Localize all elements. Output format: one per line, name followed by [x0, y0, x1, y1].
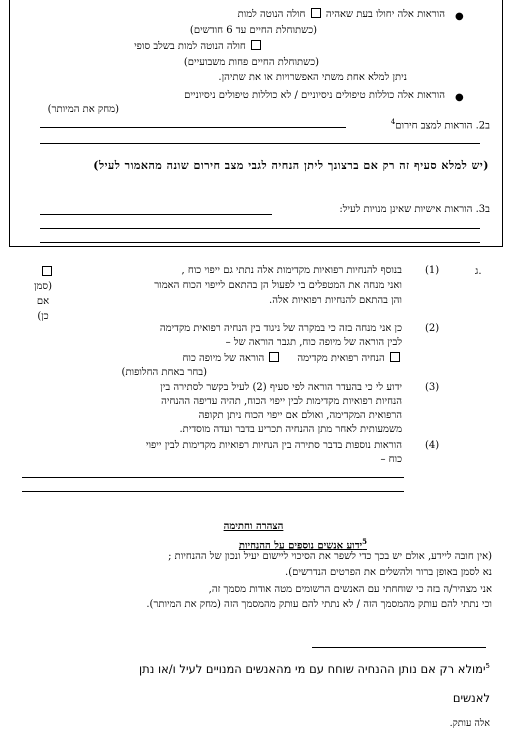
item3-line1: ידוע לי כי בהעדר הוראה לפי סעיף (2) לעיל בקשר לסתירה בין — [160, 382, 402, 393]
power-of-attorney-checkbox[interactable] — [42, 266, 52, 276]
terminal-final-checkbox[interactable] — [251, 40, 261, 50]
bullet1-line3 — [134, 40, 263, 53]
item2-line3: (בחר באחת החלופות) — [121, 367, 207, 378]
attorney-instruction-checkbox[interactable] — [269, 352, 279, 362]
terminal-6months-checkbox[interactable] — [311, 8, 321, 18]
bullet1-prefix: הוראות אלה יחולו בעת שאהיה — [325, 9, 445, 20]
terminal-6months-label: חולה הנוטה למות — [237, 9, 306, 20]
b3-input-line-3[interactable] — [40, 242, 480, 243]
footnote-line3: אלה עותק. — [449, 718, 490, 729]
item-number: (2) — [425, 323, 440, 334]
declaration-line3: אני מצהיר/ה בזה כי שוחחתי עם האנשים הרשומים מטה אודות מסמך זה, — [208, 584, 492, 595]
bullet2-line1[interactable]: הוראות אלה כוללות טיפולים ניסיוניים / לא כוללות טיפולים ניסיוניים — [184, 90, 445, 101]
item-number: (3) — [425, 382, 440, 393]
declaration-line4[interactable]: וכי נתתי להם עותק מהמסמך הזה / לא נתתי להם עותק מהמסמך הזה (מחק את המיותר). — [146, 599, 492, 610]
item4-input-line-2[interactable] — [22, 491, 404, 492]
declaration-title: הצהרה וחתימה — [223, 521, 284, 532]
item3-line3: הרפואית המקדימה, ואולם אם ייפוי הכוח ניתן תקופה — [198, 410, 402, 421]
item1-line3: והן בהתאם להנחיות רפואיות אלה. — [269, 295, 402, 306]
footnote-line2: לאנשים — [452, 691, 490, 705]
item-number: (1) — [425, 265, 440, 276]
footnote-separator — [312, 647, 486, 648]
item4-line2: כוח – — [380, 454, 402, 465]
terminal-final-label: חולה הנוטה למות בשלב סופי — [134, 41, 246, 52]
item1-line2: ואני מנחה את המטפלים בי לפעול הן בהתאם לייפוי הכוח האמור — [154, 280, 402, 291]
bullet2-line2: (מחק את המיותר) — [47, 104, 119, 115]
b2-input-line-2[interactable] — [40, 143, 480, 144]
item-number: (4) — [425, 440, 440, 451]
item3-line2: הנחיות רפואיות מקדימות לבין ייפוי הכוח, תהיה עדיפה ההנחיה — [161, 396, 402, 407]
bullet-dot: ● — [455, 92, 464, 103]
attorney-instruction-option: הוראה של מיופה כוח — [182, 353, 265, 364]
mark-if-yes-2: אם — [36, 296, 50, 307]
item4-input-line[interactable] — [22, 477, 404, 478]
declaration-subtitle: $^5$ידוע אנשים נוספים על ההנחיות — [238, 537, 367, 552]
item1-line1: בנוסף להנחיות רפואיות מקדימות אלה נתתי גם ייפוי כוח , — [181, 265, 402, 276]
footnote-line1: $^5$ימולא רק אם נותן ההנחיה שוחח עם מי מהאנשים המנויים לעיל ו/או נתן — [139, 661, 490, 676]
b3-input-line[interactable] — [40, 214, 272, 215]
item2-line2: לבין הוראה של מיופה כוח, תגבר הוראה של – — [225, 337, 402, 348]
b3-input-line-2[interactable] — [40, 228, 480, 229]
b2-label: ב2. הוראות למצב חירום$^4$ — [390, 118, 490, 132]
bullet1-line2: (כשתוחלת החיים עד 6 חודשים) — [189, 25, 317, 36]
item2-options — [183, 352, 403, 365]
mark-if-yes-3: כן) — [37, 311, 49, 322]
bullet1-line1 — [238, 8, 445, 21]
bullet1-line4: (כשתוחלת החיים פחות משבועיים) — [183, 57, 319, 68]
declaration-line1: (אין חובה ליידע, אולם יש בכך כדי לשפר את הסיכוי ליישום יעיל ונכון של ההנחיות ; — [168, 551, 492, 562]
declaration-line2: נא לסמן באופן ברור ולהשלים את הפרטים הנדרשים). — [285, 567, 492, 578]
b3-label: ב3. הוראות אישיות שאינן מנויות לעיל: — [339, 204, 490, 215]
bullet1-line5: ניתן למלא אחת משתי האפשרויות או את שתיהן. — [218, 72, 407, 83]
item2-line1: כן אני מנחה בזה כי במקרה של ניגוד בין הנחיה רפואית מקדימה — [159, 323, 402, 334]
bullet-dot: ● — [455, 11, 464, 22]
section-g-letter: ג. — [475, 266, 482, 277]
item3-line4: משמעותית לאחר מתן ההנחיה תכריע בדבר ועדה מוסדית. — [179, 424, 402, 435]
emergency-note: (יש למלא סעיף זה רק אם ברצונך ליתן הנחיה לגבי מצב חירום שונה מהאמור לעיל) — [93, 159, 489, 172]
advance-directive-option: הנחיה רפואית מקדימה — [297, 353, 385, 364]
mark-if-yes-1: (סמן — [33, 281, 53, 292]
item4-line1: הוראות נוספות בדבר סתירה בין הנחיות רפואיות מקדימות לבין ייפוי — [145, 440, 402, 451]
b2-input-line[interactable] — [40, 127, 346, 128]
advance-directive-checkbox[interactable] — [390, 352, 400, 362]
